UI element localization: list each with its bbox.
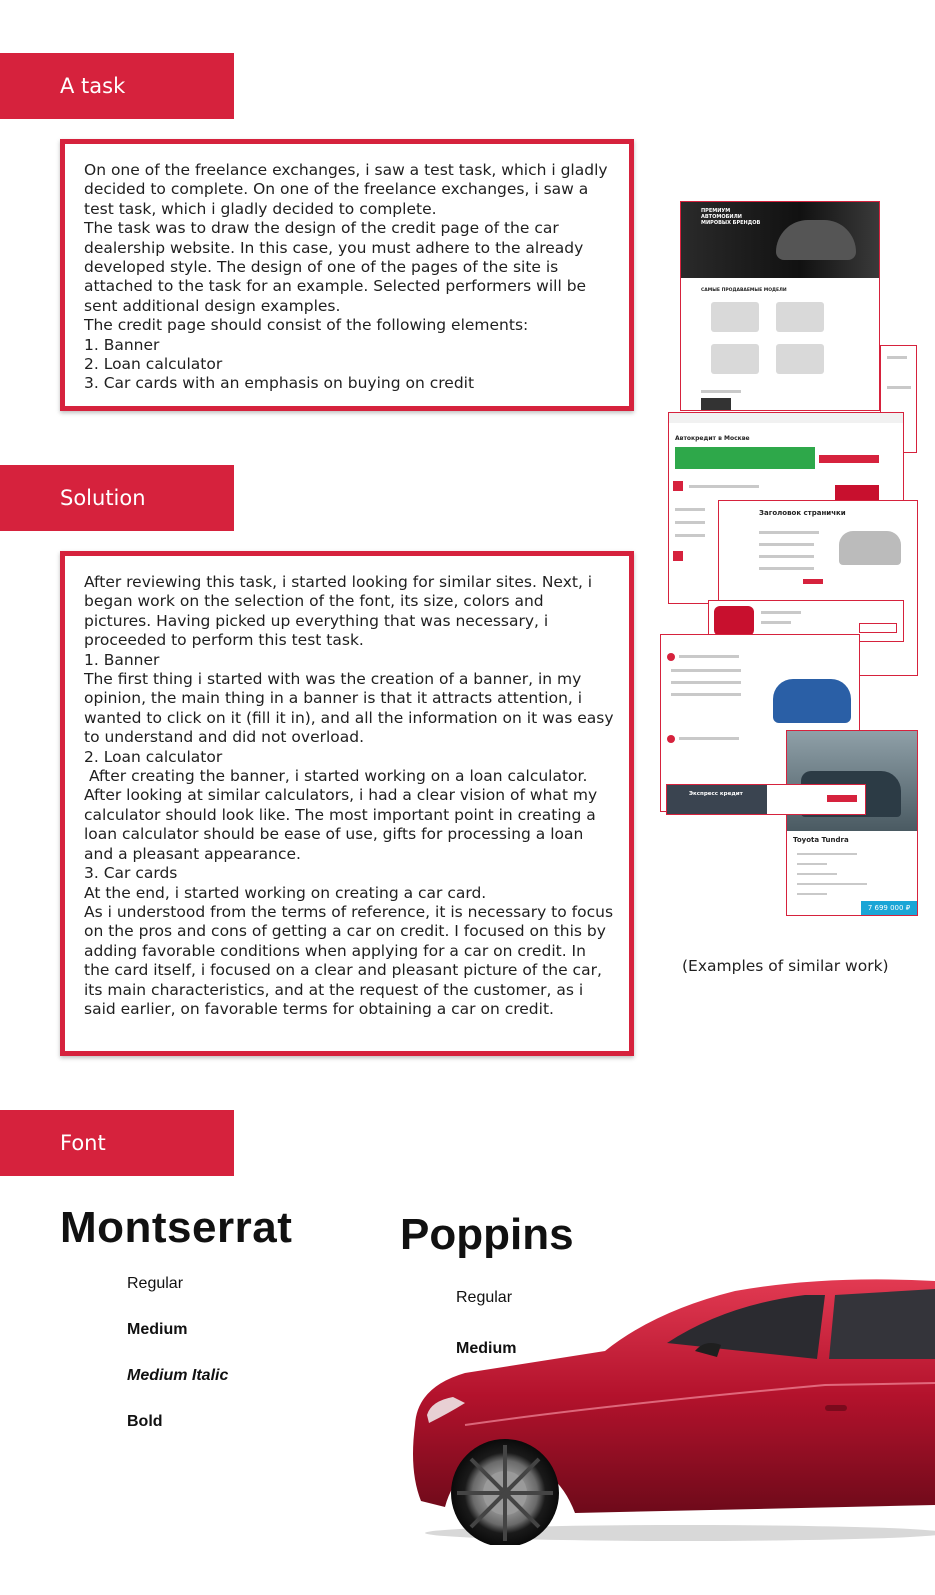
montserrat-weight-medium-italic: Medium Italic: [127, 1367, 229, 1384]
example-banner-title: ПРЕМИУМ АВТОМОБИЛИ МИРОВЫХ БРЕНДОВ: [701, 208, 761, 226]
poppins-title: Poppins: [400, 1210, 574, 1259]
task-list-item: 2. Loan calculator: [84, 355, 223, 374]
task-text-box: [60, 139, 634, 411]
example-card-price: 7 699 000 ₽: [861, 901, 917, 915]
solution-paragraph: 3. Car cards: [84, 864, 178, 883]
montserrat-weight-medium: Medium: [127, 1321, 188, 1338]
solution-paragraph: As i understood from the terms of reference, it is necessary to focus on the pros and cons of getting a car on credit. I focused on this by adding favorable conditions when applying for a car on credit. In the card itself, i focused on a clear and pleasant picture of the car, its main characteristics, and at the request of the customer, as i said earlier, on favorable terms for obtaining a car on credit.: [84, 902, 618, 1018]
red-car-image: [405, 1275, 935, 1545]
examples-caption: (Examples of similar work): [682, 957, 889, 975]
example-express-banner-screenshot: [666, 784, 866, 815]
task-paragraph: The task was to draw the design of the credit page of the car dealership website. In this case, you must adhere to the already developed style. The design of one of the pages of the site is attached to the task for an example. Selected performers will be sent additional design examples.: [84, 219, 592, 315]
solution-paragraph: After creating the banner, i started working on a loan calculator. After looking at similar calculators, i had a clear vision of what my calculator should look like. The most important point in creating a loan calculator should be ease of use, gifts for processing a loan and a pleasant appearance.: [84, 767, 603, 863]
example-homepage-screenshot: [680, 201, 880, 411]
solution-paragraph: After reviewing this task, i started looking for similar sites. Next, i began work on the selection of the font, its size, colors and pictures. Having picked up everything that was necessary, i proceeded to perform this test task.: [84, 573, 598, 650]
task-paragraph: On one of the freelance exchanges, i saw a test task, which i gladly decided to complete. On one of the freelance exchanges, i saw a test task, which i gladly decided to complete.: [84, 161, 613, 218]
task-list-item: 1. Banner: [84, 335, 160, 354]
solution-paragraph: 1. Banner: [84, 650, 160, 669]
montserrat-weight-regular: Regular: [127, 1275, 184, 1292]
poppins-weight-medium: Medium: [456, 1340, 517, 1357]
example-car-card-screenshot: [786, 730, 918, 916]
solution-paragraph: 2. Loan calculator: [84, 747, 223, 766]
task-section-label: A task: [0, 53, 234, 119]
solution-section-label: Solution: [0, 465, 234, 531]
solution-paragraph: The first thing i started with was the creation of a banner, in my opinion, the main thing in a banner is that it attracts attention, i wanted to click on it (fill it in), and all the information on it was easy to understand and did not overload.: [84, 670, 619, 747]
poppins-weight-regular: Regular: [456, 1289, 513, 1306]
task-paragraph: The credit page should consist of the following elements:: [84, 316, 529, 335]
font-section-label: Font: [0, 1110, 234, 1176]
montserrat-weight-bold: Bold: [127, 1413, 163, 1430]
example-card-title: Toyota Tundra: [793, 836, 849, 844]
example-express-label: Экспресс кредит: [689, 791, 743, 797]
example-credit-title: Автокредит в Москве: [675, 435, 750, 442]
example-section-popular: САМЫЕ ПРОДАВАЕМЫЕ МОДЕЛИ: [701, 288, 787, 293]
solution-text-box: [60, 551, 634, 1056]
task-list-item: 3. Car cards with an emphasis on buying on credit: [84, 374, 475, 393]
example-page-heading: Заголовок странички: [759, 509, 846, 517]
montserrat-title: Montserrat: [60, 1203, 293, 1252]
solution-paragraph: At the end, i started working on creating a car card.: [84, 883, 487, 902]
